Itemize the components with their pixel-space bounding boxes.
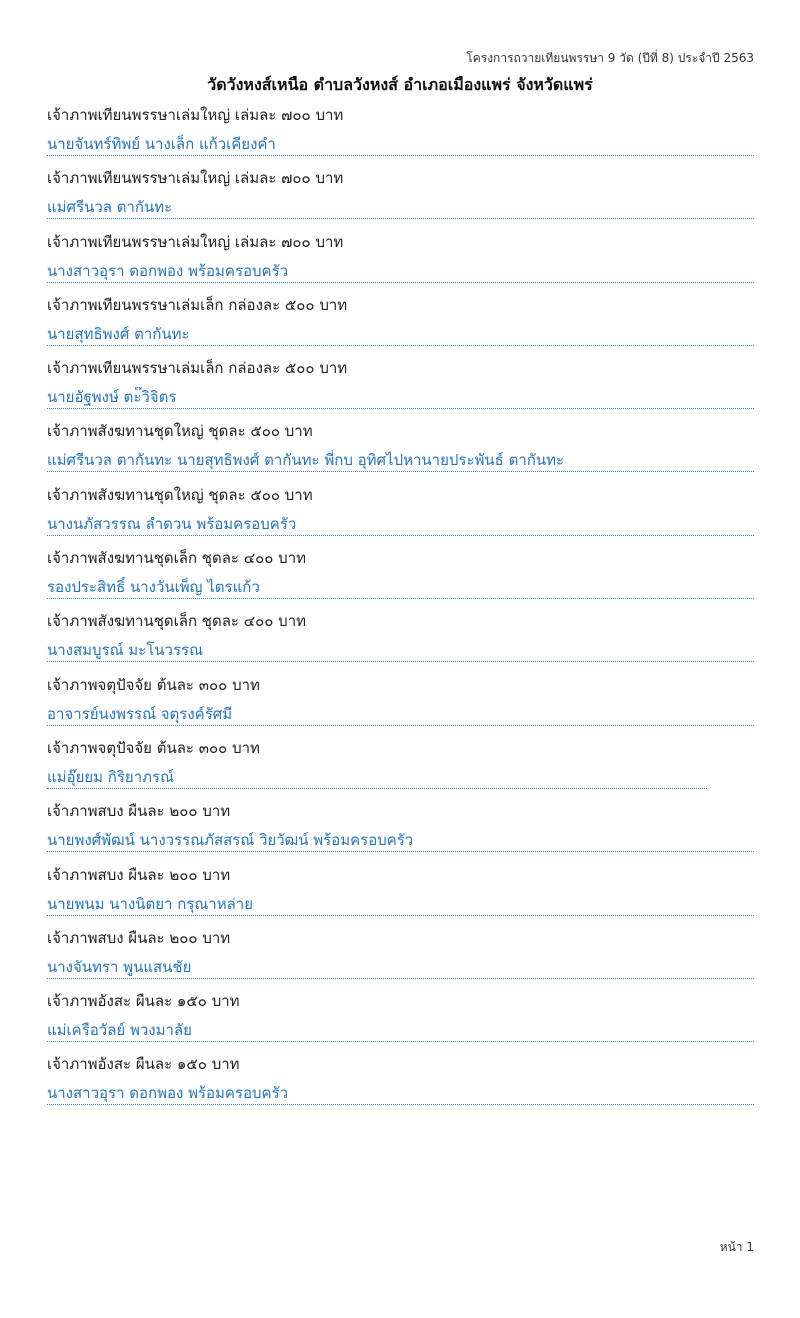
- donation-heading: เจ้าภาพสบง ผืนละ ๒๐๐ บาท: [47, 928, 231, 947]
- donor-names: นางสมบูรณ์ มะโนวรรณ: [47, 640, 754, 662]
- donation-heading: เจ้าภาพเทียนพรรษาเล่มเล็ก กล่องละ ๕๐๐ บาท: [47, 359, 348, 378]
- list-item: [47, 609, 754, 672]
- list-item: [47, 799, 754, 862]
- donor-names: นายอัฐพงษ์ ตะ๊วิจิตร: [47, 387, 754, 409]
- donor-names: แม่อุ๊ยยม กิริยาภรณ์: [47, 767, 707, 789]
- donation-heading: เจ้าภาพสังฆทานชุดเล็ก ชุดละ ๔๐๐ บาท: [47, 612, 307, 631]
- donor-names: รองประสิทธิ์ นางวันเพ็ญ ไตรแก้ว: [47, 577, 754, 599]
- donation-heading: เจ้าภาพจตุปัจจัย ต้นละ ๓๐๐ บาท: [47, 738, 260, 757]
- list-item: [47, 293, 754, 356]
- donor-names: นางสาวอุรา ดอกพอง พร้อมครอบครัว: [47, 261, 754, 283]
- list-item: [47, 230, 754, 293]
- list-item: [47, 926, 754, 989]
- list-item: [47, 356, 754, 419]
- donation-heading: เจ้าภาพจตุปัจจัย ต้นละ ๓๐๐ บาท: [47, 675, 260, 694]
- donation-heading: เจ้าภาพสบง ผืนละ ๒๐๐ บาท: [47, 865, 231, 884]
- list-item: [47, 1052, 754, 1115]
- donor-names: แม่เครือวัลย์ พวงมาลัย: [47, 1020, 754, 1042]
- donor-names: แม่ศรีนวล ตากันทะ นายสุทธิพงศ์ ตากันทะ พี่กบ อุทิศไปหานายประพันธ์ ตากันทะ: [47, 450, 754, 472]
- donor-names: นายจันทร์ทิพย์ นางเล็ก แก้วเคียงคำ: [47, 134, 754, 156]
- donation-heading: เจ้าภาพสังฆทานชุดเล็ก ชุดละ ๔๐๐ บาท: [47, 549, 307, 568]
- donation-heading: เจ้าภาพอังสะ ผืนละ ๑๕๐ บาท: [47, 992, 240, 1011]
- page-number: หน้า 1: [719, 1240, 754, 1254]
- donation-heading: เจ้าภาพเทียนพรรษาเล่มใหญ่ เล่มละ ๗๐๐ บาท: [47, 232, 344, 251]
- project-header: โครงการถวายเทียนพรรษา 9 วัด (ปีที่ 8) ประจำปี 2563: [466, 51, 754, 65]
- donation-heading: เจ้าภาพอังสะ ผืนละ ๑๕๐ บาท: [47, 1055, 240, 1074]
- donor-names: นายพงศ์พัฒน์ นางวรรณภัสสรณ์ วิยวัฒน์ พร้อมครอบครัว: [47, 830, 754, 852]
- list-item: [47, 989, 754, 1052]
- list-item: [47, 166, 754, 229]
- donation-heading: เจ้าภาพเทียนพรรษาเล่มใหญ่ เล่มละ ๗๐๐ บาท: [47, 106, 344, 124]
- list-item: [47, 863, 754, 926]
- donor-names: นางจันทรา พูนแสนชัย: [47, 957, 754, 979]
- donor-names: นางนภัสวรรณ ลำดวน พร้อมครอบครัว: [47, 514, 754, 536]
- donation-heading: เจ้าภาพเทียนพรรษาเล่มใหญ่ เล่มละ ๗๐๐ บาท: [47, 169, 344, 188]
- donor-names: อาจารย์นงพรรณ์ จตุรงค์รัศมี: [47, 704, 754, 726]
- donor-names: นางสาวอุรา ดอกพอง พร้อมครอบครัว: [47, 1083, 754, 1105]
- page-title: วัดวังหงส์เหนือ ตำบลวังหงส์ อำเภอเมืองแพร่ จังหวัดแพร่: [207, 75, 593, 94]
- donation-heading: เจ้าภาพสังฆทานชุดใหญ่ ชุดละ ๕๐๐ บาท: [47, 485, 313, 504]
- donor-names: นายสุทธิพงศ์ ตากันทะ: [47, 324, 754, 346]
- donor-names: นายพนม นางนิตยา กรุณาหล่าย: [47, 894, 754, 916]
- list-item: [47, 419, 754, 482]
- list-item: [47, 483, 754, 546]
- donation-heading: เจ้าภาพเทียนพรรษาเล่มเล็ก กล่องละ ๕๐๐ บาท: [47, 295, 348, 314]
- list-item: [47, 673, 754, 736]
- list-item: [47, 103, 754, 166]
- donation-heading: เจ้าภาพสังฆทานชุดใหญ่ ชุดละ ๕๐๐ บาท: [47, 422, 313, 441]
- donor-names: แม่ศรีนวล ตากันทะ: [47, 197, 754, 219]
- list-item: [47, 736, 754, 799]
- donor-list: [47, 103, 754, 1116]
- list-item: [47, 546, 754, 609]
- donation-heading: เจ้าภาพสบง ผืนละ ๒๐๐ บาท: [47, 802, 231, 821]
